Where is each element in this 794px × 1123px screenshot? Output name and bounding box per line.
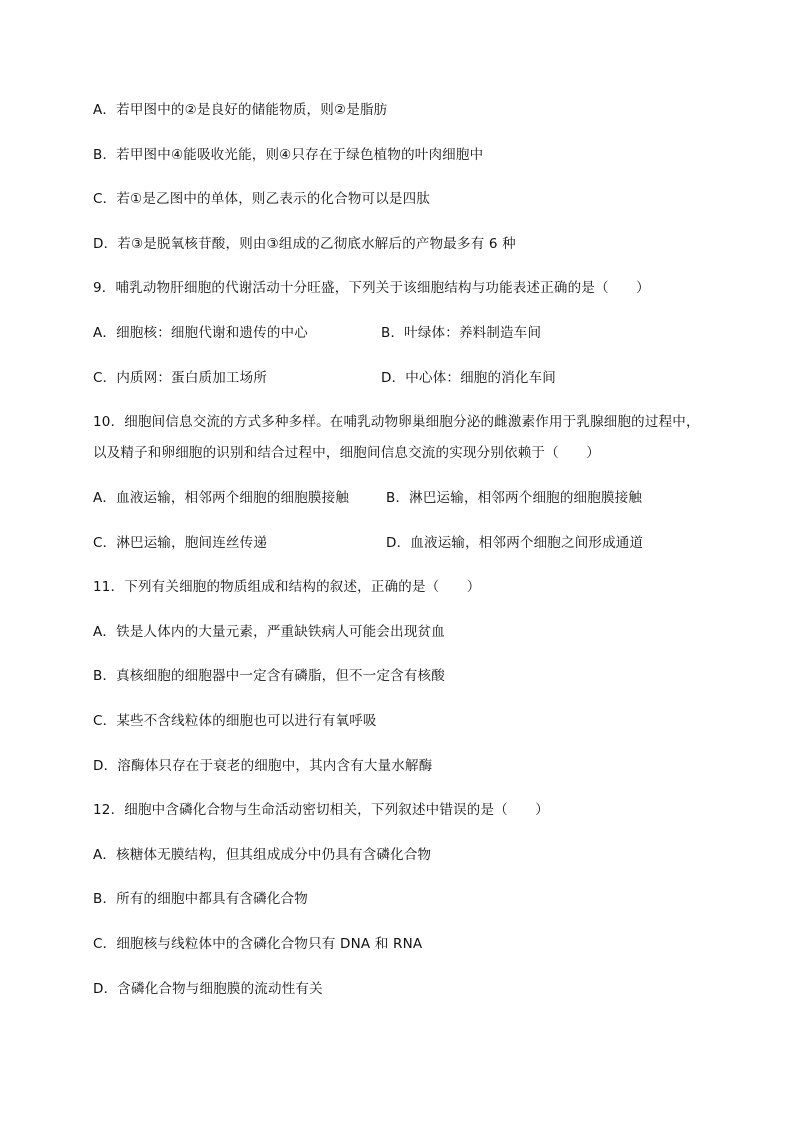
q10-stem-line1: 10．细胞间信息交流的方式多种多样。在哺乳动物卵巢细胞分泌的雌激素作用于乳腺细胞的过程中，: [93, 414, 700, 430]
q9-option-b: B．叶绿体：养料制造车间: [381, 325, 542, 341]
q11-option-a: A．铁是人体内的大量元素，严重缺铁病人可能会出现贫血: [93, 624, 445, 640]
q10-option-d: D．血液运输，相邻两个细胞之间形成通道: [386, 535, 644, 551]
q8-option-a: A．若甲图中的②是良好的储能物质，则②是脂肪: [93, 102, 388, 118]
q10-stem-line2: 以及精子和卵细胞的识别和结合过程中，细胞间信息交流的实现分别依赖于（ ）: [93, 445, 600, 461]
q9-stem: 9．哺乳动物肝细胞的代谢活动十分旺盛，下列关于该细胞结构与功能表述正确的是（ ）: [93, 280, 650, 296]
q8-option-b: B．若甲图中④能吸收光能，则④只存在于绿色植物的叶肉细胞中: [93, 147, 484, 163]
q12-option-c: C．细胞核与线粒体中的含磷化合物只有 DNA 和 RNA: [93, 936, 423, 952]
q12-option-a: A．核糖体无膜结构，但其组成成分中仍具有含磷化合物: [93, 847, 432, 863]
q11-option-b: B．真核细胞的细胞器中一定含有磷脂，但不一定含有核酸: [93, 668, 445, 684]
q10-option-c: C．淋巴运输，胞间连丝传递: [93, 535, 268, 551]
q12-option-b: B．所有的细胞中都具有含磷化合物: [93, 891, 308, 907]
q10-option-b: B．淋巴运输，相邻两个细胞的细胞膜接触: [386, 490, 643, 506]
q9-option-d: D．中心体：细胞的消化车间: [381, 370, 556, 386]
q8-option-c: C．若①是乙图中的单体，则乙表示的化合物可以是四肽: [93, 191, 431, 207]
q9-option-a: A．细胞核：细胞代谢和遗传的中心: [93, 325, 308, 341]
q11-option-d: D．溶酶体只存在于衰老的细胞中，其内含有大量水解酶: [93, 758, 433, 774]
q9-option-c: C．内质网：蛋白质加工场所: [93, 370, 268, 386]
q12-stem: 12．细胞中含磷化合物与生命活动密切相关，下列叙述中错误的是（ ）: [93, 802, 549, 818]
q11-stem: 11．下列有关细胞的物质组成和结构的叙述，正确的是（ ）: [93, 579, 481, 595]
q12-option-d: D．含磷化合物与细胞膜的流动性有关: [93, 981, 323, 997]
q11-option-c: C．某些不含线粒体的细胞也可以进行有氧呼吸: [93, 713, 377, 729]
q8-option-d: D．若③是脱氧核苷酸，则由③组成的乙彻底水解后的产物最多有 6 种: [93, 236, 516, 252]
q10-option-a: A．血液运输，相邻两个细胞的细胞膜接触: [93, 490, 350, 506]
